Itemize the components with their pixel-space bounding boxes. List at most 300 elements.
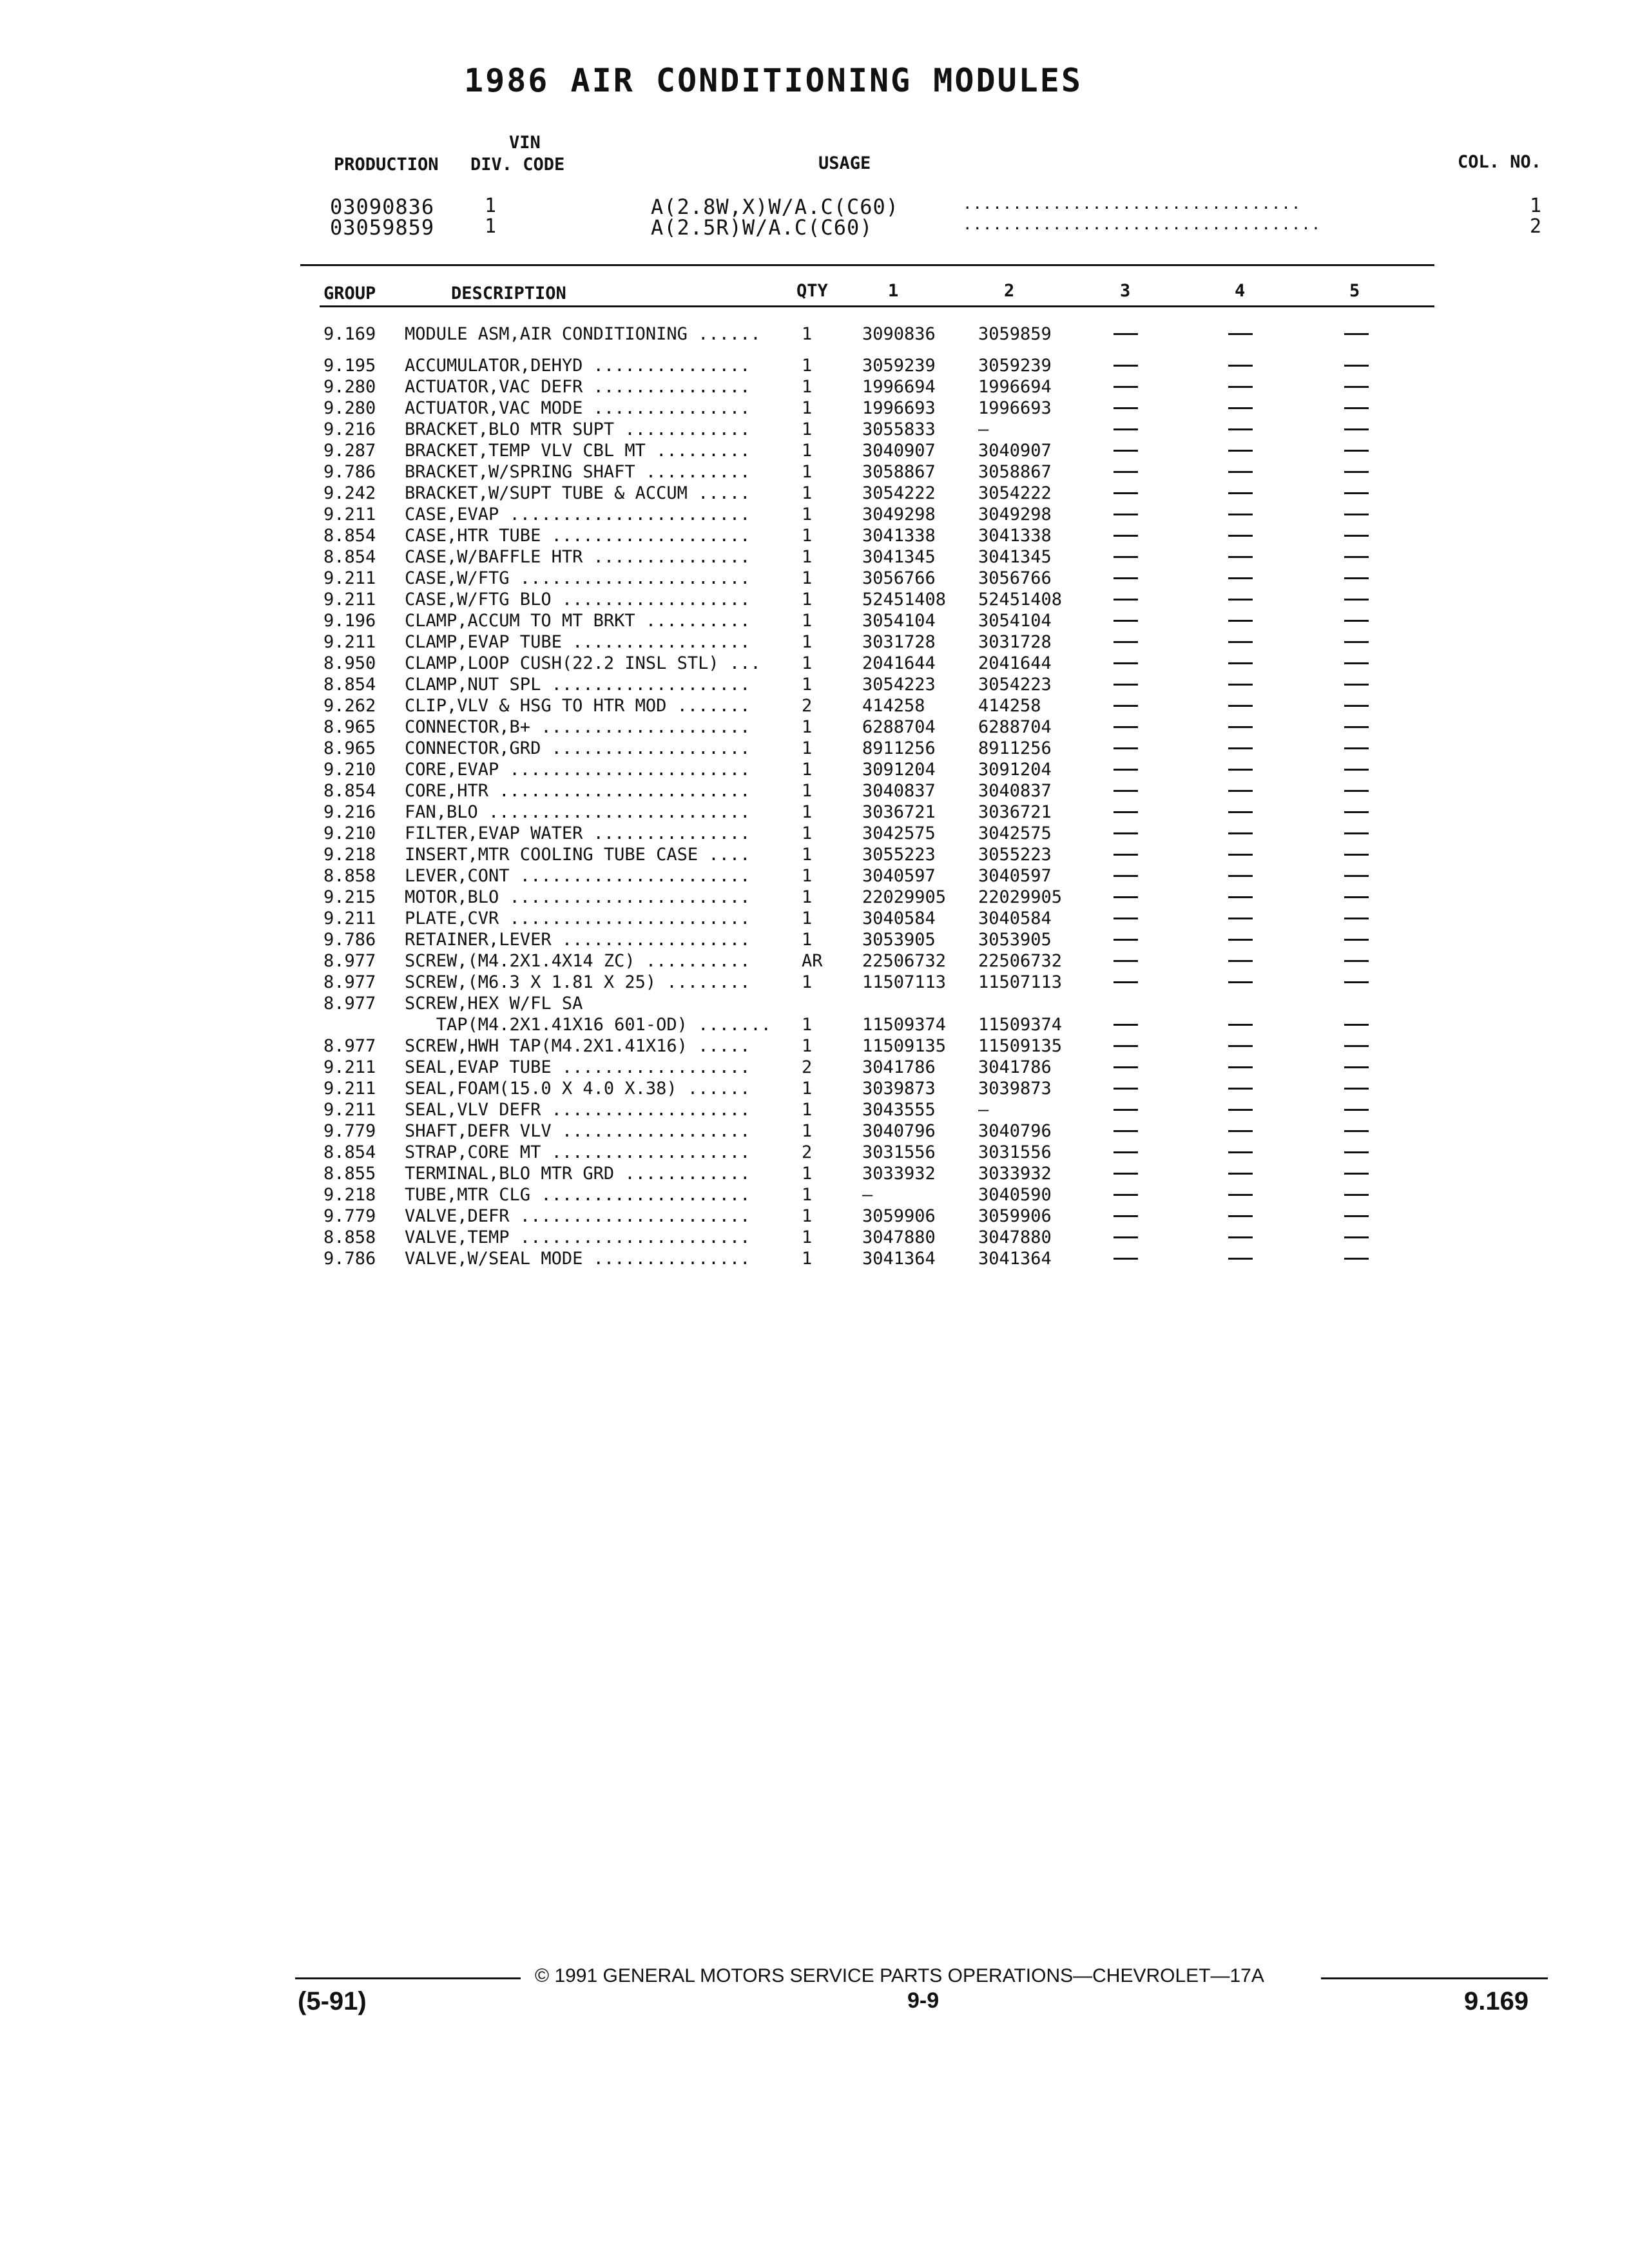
group-cell: 9.779: [323, 1206, 376, 1226]
table-row: [0, 440, 1629, 461]
col-2-cell: 3039873: [978, 1079, 1052, 1099]
empty-col-3-dash: [1113, 450, 1138, 452]
description-cell: CASE,EVAP .......................: [405, 505, 751, 524]
leader-dots: ..................................: [963, 195, 1302, 213]
usage-text: A(2.8W,X)W/A.C(C60): [651, 195, 900, 219]
description-cell: BRACKET,W/SPRING SHAFT ..........: [405, 462, 751, 482]
group-cell: 9.218: [323, 1185, 376, 1205]
table-row: [0, 398, 1629, 419]
empty-col-3-dash: [1113, 747, 1138, 749]
col-2-cell: 11509374: [978, 1015, 1063, 1035]
table-row: [0, 1142, 1629, 1163]
empty-col-4-dash: [1228, 747, 1253, 749]
group-cell: 9.211: [323, 908, 376, 928]
col-1-cell: 3033932: [862, 1164, 936, 1184]
empty-col-3-dash: [1113, 1109, 1138, 1111]
col-1-cell: 3059239: [862, 356, 936, 376]
qty-cell: 1: [802, 1036, 813, 1056]
description-cell: CONNECTOR,GRD ...................: [405, 738, 751, 758]
table-row: [0, 716, 1629, 738]
empty-col-5-dash: [1344, 875, 1369, 877]
description-cell: ACCUMULATOR,DEHYD ...............: [405, 356, 751, 376]
empty-col-5-dash: [1344, 1215, 1369, 1217]
empty-col-4-dash: [1228, 556, 1253, 558]
qty-cell: 1: [802, 377, 813, 397]
description-cell: SEAL,EVAP TUBE ..................: [405, 1057, 751, 1077]
description-cell: CLAMP,EVAP TUBE .................: [405, 632, 751, 652]
qty-cell: 1: [802, 675, 813, 695]
col-2-cell: 3059239: [978, 356, 1052, 376]
col-2-cell: 3054104: [978, 611, 1052, 631]
qty-cell: 1: [802, 1206, 813, 1226]
col-1-cell: 11507113: [862, 972, 947, 992]
column-number: 2: [1530, 215, 1543, 238]
col-2-cell: 11507113: [978, 972, 1063, 992]
qty-cell: 2: [802, 696, 813, 716]
group-cell: 8.858: [323, 866, 376, 886]
col-1-cell: 3040597: [862, 866, 936, 886]
group-cell: 9.211: [323, 590, 376, 610]
qty-cell: 1: [802, 781, 813, 801]
empty-col-4-dash: [1228, 1215, 1253, 1217]
description-cell: CORE,EVAP .......................: [405, 760, 751, 780]
table-row: [0, 993, 1629, 1014]
col-2-cell: 3040584: [978, 908, 1052, 928]
group-cell: 8.977: [323, 1036, 376, 1056]
col-1-cell: 3043555: [862, 1100, 936, 1120]
qty-cell: 1: [802, 547, 813, 567]
empty-col-4-dash: [1228, 1258, 1253, 1260]
empty-col-3-dash: [1113, 960, 1138, 962]
group-cell: 9.211: [323, 1079, 376, 1099]
empty-col-3-dash: [1113, 428, 1138, 430]
vin-label: VIN: [509, 133, 541, 153]
empty-col-3-dash: [1113, 769, 1138, 771]
empty-col-4-dash: [1228, 662, 1253, 664]
empty-col-5-dash: [1344, 960, 1369, 962]
col-1-cell: 22029905: [862, 887, 947, 907]
empty-col-3-dash: [1113, 1151, 1138, 1153]
empty-col-4-dash: [1228, 896, 1253, 898]
empty-col-4-dash: [1228, 684, 1253, 686]
empty-col-3-dash: [1113, 939, 1138, 941]
empty-col-3-dash: [1113, 662, 1138, 664]
col-2-cell: 22506732: [978, 951, 1063, 971]
description-cell: SCREW,(M6.3 X 1.81 X 25) ........: [405, 972, 751, 992]
group-cell: 9.210: [323, 760, 376, 780]
col-2-cell: 414258: [978, 696, 1041, 716]
table-row: [0, 546, 1629, 568]
description-cell: FAN,BLO .........................: [405, 802, 751, 822]
description-cell: VALVE,DEFR ......................: [405, 1206, 751, 1226]
table-row: [0, 1057, 1629, 1078]
empty-col-3-dash: [1113, 981, 1138, 983]
table-row: [0, 1227, 1629, 1248]
qty-cell: 1: [802, 653, 813, 673]
table-row: [0, 759, 1629, 780]
description-cell: CASE,W/BAFFLE HTR ...............: [405, 547, 751, 567]
group-cell: 9.211: [323, 1057, 376, 1077]
empty-col-5-dash: [1344, 769, 1369, 771]
empty-col-3-dash: [1113, 471, 1138, 473]
table-row: [0, 823, 1629, 844]
table-row: [0, 844, 1629, 865]
qty-cell: 1: [802, 398, 813, 418]
col-2-cell: 3031728: [978, 632, 1052, 652]
empty-col-5-dash: [1344, 854, 1369, 856]
empty-col-4-dash: [1228, 471, 1253, 473]
table-row: [0, 695, 1629, 716]
col-2-cell: 3056766: [978, 568, 1052, 588]
table-row: [0, 1248, 1629, 1269]
col-header-qty: QTY: [796, 281, 828, 301]
table-row: [0, 525, 1629, 546]
group-cell: 9.262: [323, 696, 376, 716]
description-cell: ACTUATOR,VAC MODE ...............: [405, 398, 751, 418]
col-1-cell: 3054222: [862, 483, 936, 503]
col-1-cell: 1996693: [862, 398, 936, 418]
empty-col-5-dash: [1344, 790, 1369, 792]
empty-col-4-dash: [1228, 811, 1253, 813]
empty-col-4-dash: [1228, 535, 1253, 537]
empty-col-3-dash: [1113, 386, 1138, 388]
empty-col-4-dash: [1228, 1109, 1253, 1111]
description-cell: BRACKET,TEMP VLV CBL MT .........: [405, 441, 751, 461]
empty-col-3-dash: [1113, 492, 1138, 494]
description-cell: TAP(M4.2X1.41X16 601-OD) .......: [405, 1015, 771, 1035]
col-1-cell: 3058867: [862, 462, 936, 482]
group-cell: 8.854: [323, 526, 376, 546]
col-1-cell: 3055223: [862, 845, 936, 865]
empty-col-4-dash: [1228, 1024, 1253, 1026]
table-row: [0, 504, 1629, 525]
col-2-cell: 6288704: [978, 717, 1052, 737]
footer-rule-left: [295, 1977, 521, 1979]
table-row: [0, 1078, 1629, 1099]
table-row: [0, 355, 1629, 376]
copyright-text: © 1991 GENERAL MOTORS SERVICE PARTS OPERATIONS—CHEVROLET—17A: [535, 1965, 1264, 1986]
group-cell: 9.280: [323, 377, 376, 397]
col-2-cell: 3041345: [978, 547, 1052, 567]
qty-cell: 1: [802, 526, 813, 546]
col-2-cell: 3040796: [978, 1121, 1052, 1141]
group-cell: 9.195: [323, 356, 376, 376]
empty-col-5-dash: [1344, 981, 1369, 983]
empty-col-3-dash: [1113, 726, 1138, 728]
col-1-cell: 8911256: [862, 738, 936, 758]
description-cell: SEAL,FOAM(15.0 X 4.0 X.38) ......: [405, 1079, 751, 1099]
div-code-label: DIV. CODE: [470, 155, 565, 175]
group-cell: 8.858: [323, 1227, 376, 1247]
table-row: [0, 802, 1629, 823]
col-2-cell: —: [978, 419, 989, 439]
col-1-cell: 3049298: [862, 505, 936, 524]
production-label: PRODUCTION: [334, 155, 439, 175]
empty-col-4-dash: [1228, 1173, 1253, 1175]
empty-col-4-dash: [1228, 981, 1253, 983]
table-row: [0, 950, 1629, 972]
qty-cell: 1: [802, 611, 813, 631]
qty-cell: 1: [802, 441, 813, 461]
col-2-cell: 3041364: [978, 1249, 1052, 1269]
qty-cell: 1: [802, 717, 813, 737]
group-cell: 9.287: [323, 441, 376, 461]
empty-col-5-dash: [1344, 535, 1369, 537]
col-2-cell: 3031556: [978, 1142, 1052, 1162]
col-2-cell: 3042575: [978, 823, 1052, 843]
empty-col-5-dash: [1344, 1109, 1369, 1111]
col-2-cell: 3036721: [978, 802, 1052, 822]
empty-col-3-dash: [1113, 1024, 1138, 1026]
empty-col-5-dash: [1344, 811, 1369, 813]
group-cell: 9.210: [323, 823, 376, 843]
col-1-cell: 3091204: [862, 760, 936, 780]
description-cell: VALVE,TEMP ......................: [405, 1227, 751, 1247]
table-row: [0, 589, 1629, 610]
col-2-cell: 3058867: [978, 462, 1052, 482]
empty-col-5-dash: [1344, 1066, 1369, 1068]
empty-col-4-dash: [1228, 1045, 1253, 1047]
group-cell: 9.786: [323, 462, 376, 482]
table-row: [0, 1120, 1629, 1142]
empty-col-4-dash: [1228, 1130, 1253, 1132]
group-cell: 9.211: [323, 568, 376, 588]
qty-cell: 1: [802, 930, 813, 950]
group-cell: 8.855: [323, 1164, 376, 1184]
empty-col-3-dash: [1113, 684, 1138, 686]
empty-col-4-dash: [1228, 450, 1253, 452]
empty-col-3-dash: [1113, 705, 1138, 707]
empty-col-3-dash: [1113, 1194, 1138, 1196]
empty-col-4-dash: [1228, 333, 1253, 335]
empty-col-5-dash: [1344, 620, 1369, 622]
empty-col-5-dash: [1344, 726, 1369, 728]
description-cell: SHAFT,DEFR VLV ..................: [405, 1121, 751, 1141]
group-cell: 8.950: [323, 653, 376, 673]
qty-cell: 2: [802, 1057, 813, 1077]
group-cell: 8.854: [323, 1142, 376, 1162]
production-number: 03090836: [330, 195, 435, 219]
description-cell: ACTUATOR,VAC DEFR ...............: [405, 377, 751, 397]
column-number: 1: [1530, 195, 1543, 217]
empty-col-3-dash: [1113, 641, 1138, 643]
empty-col-5-dash: [1344, 1045, 1369, 1047]
col-2-cell: 3033932: [978, 1164, 1052, 1184]
col-1-cell: 414258: [862, 696, 925, 716]
col-1-cell: 3041345: [862, 547, 936, 567]
col-1-cell: 3031728: [862, 632, 936, 652]
group-cell: 9.216: [323, 419, 376, 439]
col-header-description: DESCRIPTION: [451, 284, 566, 303]
table-row: [0, 653, 1629, 674]
empty-col-5-dash: [1344, 1130, 1369, 1132]
col-2-cell: 3040907: [978, 441, 1052, 461]
table-row: [0, 929, 1629, 950]
col-2-cell: 1996694: [978, 377, 1052, 397]
empty-col-3-dash: [1113, 1173, 1138, 1175]
empty-col-3-dash: [1113, 556, 1138, 558]
col-1-cell: 3041364: [862, 1249, 936, 1269]
empty-col-3-dash: [1113, 918, 1138, 919]
group-cell: 8.965: [323, 738, 376, 758]
empty-col-5-dash: [1344, 492, 1369, 494]
description-cell: SCREW,HEX W/FL SA: [405, 994, 583, 1014]
col-1-cell: 3040837: [862, 781, 936, 801]
col-1-cell: 3041786: [862, 1057, 936, 1077]
description-cell: CASE,W/FTG ......................: [405, 568, 751, 588]
empty-col-4-dash: [1228, 769, 1253, 771]
description-cell: CLAMP,ACCUM TO MT BRKT ..........: [405, 611, 751, 631]
group-cell: 9.169: [323, 324, 376, 344]
empty-col-4-dash: [1228, 726, 1253, 728]
col-1-cell: 3040796: [862, 1121, 936, 1141]
empty-col-3-dash: [1113, 514, 1138, 515]
description-cell: CASE,W/FTG BLO ..................: [405, 590, 751, 610]
empty-col-5-dash: [1344, 1088, 1369, 1090]
qty-cell: 1: [802, 866, 813, 886]
empty-col-5-dash: [1344, 939, 1369, 941]
col-1-cell: 3041338: [862, 526, 936, 546]
empty-col-3-dash: [1113, 365, 1138, 367]
group-cell: 9.218: [323, 845, 376, 865]
table-row: [0, 972, 1629, 993]
empty-col-4-dash: [1228, 1151, 1253, 1153]
empty-col-3-dash: [1113, 1066, 1138, 1068]
table-row: [0, 419, 1629, 440]
col-2-cell: 3049298: [978, 505, 1052, 524]
empty-col-5-dash: [1344, 333, 1369, 335]
description-cell: TERMINAL,BLO MTR GRD ............: [405, 1164, 751, 1184]
qty-cell: 1: [802, 356, 813, 376]
col-2-cell: 3054222: [978, 483, 1052, 503]
empty-col-4-dash: [1228, 832, 1253, 834]
empty-col-4-dash: [1228, 514, 1253, 515]
qty-cell: 1: [802, 760, 813, 780]
qty-cell: 1: [802, 505, 813, 524]
empty-col-3-dash: [1113, 1236, 1138, 1238]
description-cell: VALVE,W/SEAL MODE ...............: [405, 1249, 751, 1269]
page-title: 1986 AIR CONDITIONING MODULES: [464, 62, 1083, 99]
empty-col-5-dash: [1344, 1173, 1369, 1175]
qty-cell: 1: [802, 1227, 813, 1247]
description-cell: CORE,HTR ........................: [405, 781, 751, 801]
table-row: [0, 1184, 1629, 1206]
empty-col-4-dash: [1228, 492, 1253, 494]
empty-col-3-dash: [1113, 1215, 1138, 1217]
empty-col-5-dash: [1344, 428, 1369, 430]
empty-col-3-dash: [1113, 577, 1138, 579]
description-cell: CASE,HTR TUBE ...................: [405, 526, 751, 546]
empty-col-5-dash: [1344, 1151, 1369, 1153]
col-2-cell: 3053905: [978, 930, 1052, 950]
qty-cell: 1: [802, 1121, 813, 1141]
empty-col-4-dash: [1228, 620, 1253, 622]
empty-col-5-dash: [1344, 896, 1369, 898]
empty-col-4-dash: [1228, 577, 1253, 579]
empty-col-5-dash: [1344, 471, 1369, 473]
description-cell: TUBE,MTR CLG ....................: [405, 1185, 751, 1205]
col-1-cell: 3039873: [862, 1079, 936, 1099]
group-cell: 9.786: [323, 1249, 376, 1269]
empty-col-5-dash: [1344, 556, 1369, 558]
col-2-cell: —: [978, 1100, 989, 1120]
section-number: 9.169: [1464, 1987, 1529, 2015]
table-row: [0, 887, 1629, 908]
empty-col-4-dash: [1228, 939, 1253, 941]
empty-col-5-dash: [1344, 599, 1369, 601]
col-2-cell: 3040590: [978, 1185, 1052, 1205]
empty-col-3-dash: [1113, 854, 1138, 856]
description-cell: STRAP,CORE MT ...................: [405, 1142, 751, 1162]
col-1-cell: —: [862, 1185, 873, 1205]
empty-col-4-dash: [1228, 641, 1253, 643]
table-row: [0, 1163, 1629, 1184]
empty-col-4-dash: [1228, 918, 1253, 919]
table-row: [0, 483, 1629, 504]
table-row: [0, 1099, 1629, 1120]
col-2-cell: 3054223: [978, 675, 1052, 695]
footer-rule-right: [1321, 1977, 1548, 1979]
empty-col-5-dash: [1344, 407, 1369, 409]
group-cell: 8.977: [323, 972, 376, 992]
empty-col-3-dash: [1113, 535, 1138, 537]
col-1-cell: 3053905: [862, 930, 936, 950]
empty-col-5-dash: [1344, 450, 1369, 452]
empty-col-4-dash: [1228, 854, 1253, 856]
empty-col-4-dash: [1228, 875, 1253, 877]
description-cell: BRACKET,W/SUPT TUBE & ACCUM .....: [405, 483, 751, 503]
col-1-cell: 1996694: [862, 377, 936, 397]
table-row: [0, 461, 1629, 483]
col-2-cell: 3059906: [978, 1206, 1052, 1226]
empty-col-5-dash: [1344, 1258, 1369, 1260]
col-2-cell: 3041338: [978, 526, 1052, 546]
empty-col-4-dash: [1228, 407, 1253, 409]
qty-cell: 1: [802, 568, 813, 588]
empty-col-3-dash: [1113, 1130, 1138, 1132]
col-2-cell: 52451408: [978, 590, 1063, 610]
qty-cell: 1: [802, 845, 813, 865]
col-1-cell: 2041644: [862, 653, 936, 673]
qty-cell: 1: [802, 632, 813, 652]
group-cell: 9.196: [323, 611, 376, 631]
col-header-4: 4: [1235, 281, 1246, 301]
empty-col-5-dash: [1344, 514, 1369, 515]
empty-col-5-dash: [1344, 641, 1369, 643]
col-2-cell: 3091204: [978, 760, 1052, 780]
empty-col-5-dash: [1344, 832, 1369, 834]
col-1-cell: 3036721: [862, 802, 936, 822]
empty-col-5-dash: [1344, 662, 1369, 664]
table-row: [0, 631, 1629, 653]
description-cell: MODULE ASM,AIR CONDITIONING ......: [405, 324, 761, 344]
empty-col-3-dash: [1113, 1088, 1138, 1090]
table-row: [0, 323, 1629, 345]
group-cell: 9.211: [323, 1100, 376, 1120]
qty-cell: 1: [802, 972, 813, 992]
empty-col-5-dash: [1344, 705, 1369, 707]
description-cell: SCREW,HWH TAP(M4.2X1.41X16) .....: [405, 1036, 751, 1056]
qty-cell: 1: [802, 462, 813, 482]
table-row: [0, 865, 1629, 887]
page-number: 9-9: [907, 1988, 940, 2013]
empty-col-5-dash: [1344, 1024, 1369, 1026]
col-2-cell: 3040597: [978, 866, 1052, 886]
col-1-cell: 22506732: [862, 951, 947, 971]
qty-cell: 2: [802, 1142, 813, 1162]
col-1-cell: 3054223: [862, 675, 936, 695]
group-cell: 9.216: [323, 802, 376, 822]
